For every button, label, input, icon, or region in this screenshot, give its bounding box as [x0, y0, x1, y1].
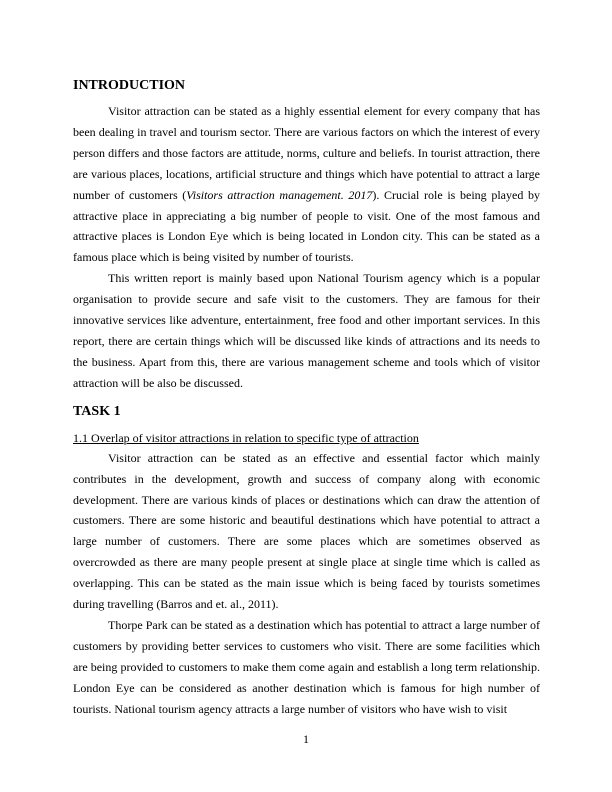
- introduction-heading: INTRODUCTION: [73, 78, 186, 93]
- introduction-paragraph-1: [73, 101, 540, 268]
- task1-heading: TASK 1: [73, 403, 121, 419]
- introduction-p1-text-a: Visitor attraction can be stated as a highly essential element for every company that has been dealing in travel and tourism sector. There are various factors on which the interest of every person differs and those factors are attitude, norms, culture and beliefs. In tourist attraction, there are various places, locations, artificial structure and things which have potential to attract a large number of customers (: [73, 104, 540, 202]
- introduction-paragraph-2: This written report is mainly based upon National Tourism agency which is a popular organisation to provide secure and safe visit to the customers. They are famous for their innovative services like adventure, entertainment, free food and other important services. In this report, there are certain things which will be discussed like kinds of attractions and its needs to the business. Apart from this, there are various management scheme and tools which of visitor attraction will be also be discussed.: [73, 271, 540, 390]
- task1-subheading: 1.1 Overlap of visitor attractions in relation to specific type of attraction: [73, 430, 419, 445]
- task1-paragraph-1: Visitor attraction can be stated as an effective and essential factor which mainly contributes in the development, growth and success of company along with economic development. There are various kinds of places or destinations which can draw the attention of customers. There are some historic and beautiful destinations which have potential to attract a large number of customers. There are some places which are sometimes observed as overcrowded as there are many people present at single place at single time which is called as overlapping. This can be stated as the main issue which is being faced by tourists sometimes during travelling (Barros and et. al., 2011).: [73, 450, 540, 612]
- page-number: 1: [303, 732, 309, 746]
- introduction-p1-citation: Visitors attraction management. 2017: [186, 187, 373, 202]
- page-content: [73, 76, 540, 719]
- introduction-p1-text-b: ). Crucial role is being played by attractive place in appreciating a big number of people to visit. One of the most famous and attractive places is London Eye which is being located in London city. This can be stated as a famous place which is being visited by number of tourists.: [73, 187, 540, 265]
- task1-paragraph-2: Thorpe Park can be stated as a destination which has potential to attract a large number of customers by providing better services to customers who visit. There are some facilities which are being provided to customers to make them come again and establish a long term relationship. London Eye can be considered as another destination which is famous for high number of tourists. National tourism agency attracts a large number of visitors who have wish to visit: [73, 617, 540, 716]
